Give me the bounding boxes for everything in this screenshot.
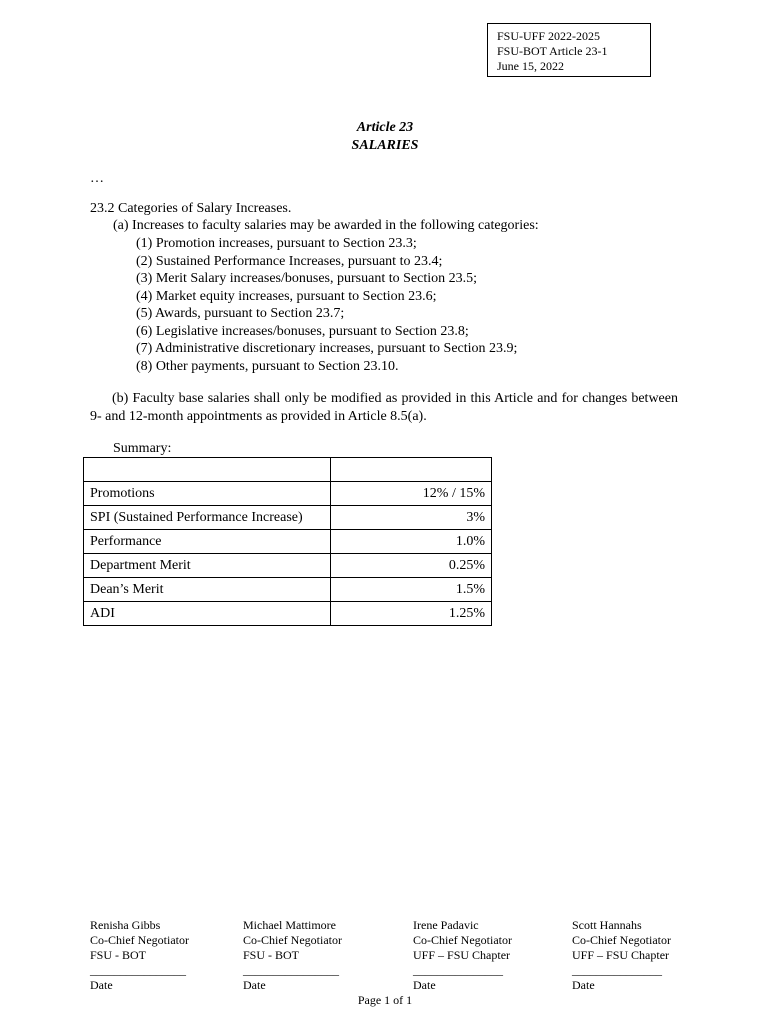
- value-cell: 3%: [331, 506, 492, 530]
- table-row: [84, 578, 492, 602]
- category-cell: Performance: [84, 530, 331, 554]
- value-cell: 1.5%: [331, 578, 492, 602]
- list-item: (1) Promotion increases, pursuant to Section 23.3;: [136, 236, 417, 251]
- signature-block-hannahs: [572, 918, 671, 993]
- value-cell: 1.25%: [331, 602, 492, 626]
- signer-title: Co-Chief Negotiator: [90, 933, 189, 947]
- category-cell: SPI (Sustained Performance Increase): [84, 506, 331, 530]
- signature-block-mattimore: [243, 918, 342, 993]
- section-intro: (a) Increases to faculty salaries may be awarded in the following categories:: [113, 218, 539, 233]
- list-item: (7) Administrative discretionary increases, pursuant to Section 23.9;: [136, 341, 518, 356]
- signature-line: _______________: [413, 963, 503, 977]
- paragraph-b: (b) Faculty base salaries shall only be modified as provided in this Article and for changes between 9- and 12-month appointments as provided in Article 8.5(a).: [90, 391, 678, 424]
- table-row: [84, 506, 492, 530]
- list-item: (5) Awards, pursuant to Section 23.7;: [136, 306, 345, 321]
- reference-line-date: June 15, 2022: [497, 59, 564, 73]
- signature-line: _______________: [572, 963, 662, 977]
- date-label: Date: [413, 978, 436, 992]
- signer-name: Michael Mattimore: [243, 918, 336, 932]
- signature-block-gibbs: [90, 918, 189, 993]
- table-row: [84, 602, 492, 626]
- list-item: (8) Other payments, pursuant to Section 23.10.: [136, 358, 399, 374]
- value-cell: 1.0%: [331, 530, 492, 554]
- category-cell: Department Merit: [84, 554, 331, 578]
- article-number: Article 23: [356, 120, 414, 135]
- value-cell: 12% / 15%: [331, 482, 492, 506]
- table-row: [84, 482, 492, 506]
- category-cell: Dean’s Merit: [84, 578, 331, 602]
- signer-title: Co-Chief Negotiator: [572, 933, 671, 947]
- signer-name: Renisha Gibbs: [90, 918, 161, 932]
- signer-org: UFF – FSU Chapter: [413, 948, 511, 962]
- signature-line: ________________: [90, 963, 186, 977]
- page-number: Page 1 of 1: [357, 993, 413, 1007]
- signer-org: FSU - BOT: [243, 948, 300, 962]
- document-reference-box: [487, 23, 651, 77]
- category-cell: ADI: [84, 602, 331, 626]
- list-item: (4) Market equity increases, pursuant to Section 23.6;: [136, 288, 437, 304]
- list-item: (2) Sustained Performance Increases, pursuant to 23.4;: [136, 253, 443, 269]
- table-header-cell: [331, 458, 492, 482]
- signature-line: ________________: [243, 963, 339, 977]
- value-cell: 0.25%: [331, 554, 492, 578]
- signer-org: FSU - BOT: [90, 948, 147, 962]
- reference-line-article: FSU-BOT Article 23-1: [497, 44, 608, 58]
- date-label: Date: [572, 978, 595, 992]
- table-row: [84, 530, 492, 554]
- signer-name: Irene Padavic: [413, 918, 479, 932]
- reference-line-contract: FSU-UFF 2022-2025: [497, 29, 601, 43]
- article-title: SALARIES: [351, 138, 419, 153]
- increase-category-list: [136, 235, 517, 375]
- summary-label: Summary:: [113, 441, 172, 456]
- section-heading: 23.2 Categories of Salary Increases.: [90, 201, 292, 216]
- table-header-cell: [84, 458, 331, 482]
- omission-ellipsis: …: [90, 171, 104, 186]
- category-cell: Promotions: [84, 482, 331, 506]
- list-item: (6) Legislative increases/bonuses, pursuant to Section 23.8;: [136, 323, 469, 339]
- signer-title: Co-Chief Negotiator: [243, 933, 342, 947]
- signer-org: UFF – FSU Chapter: [572, 948, 670, 962]
- date-label: Date: [243, 978, 266, 992]
- table-header-row: [84, 458, 492, 482]
- signature-block-padavic: [413, 918, 512, 993]
- list-item: (3) Merit Salary increases/bonuses, pursuant to Section 23.5;: [136, 271, 477, 286]
- table-row: [84, 554, 492, 578]
- summary-table: [83, 457, 492, 626]
- signer-name: Scott Hannahs: [572, 918, 642, 932]
- date-label: Date: [90, 978, 113, 992]
- signer-title: Co-Chief Negotiator: [413, 933, 512, 947]
